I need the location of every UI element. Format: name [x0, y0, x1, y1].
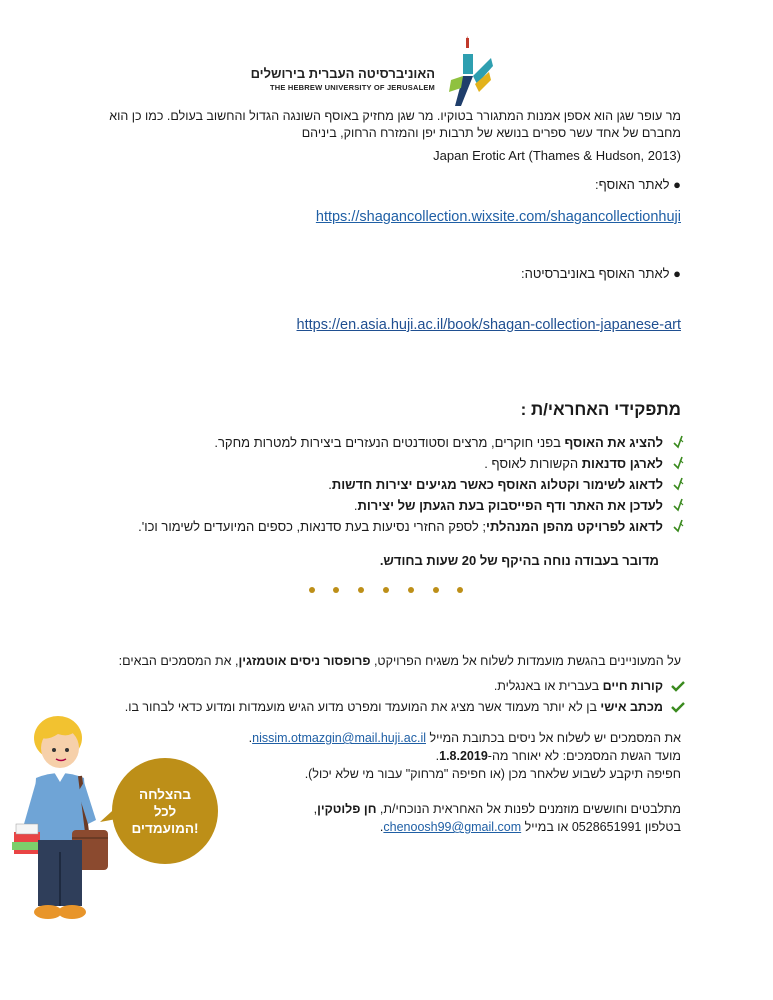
university-logo [250, 36, 495, 108]
deadline-date: 1.8.2019 [439, 749, 488, 763]
list-item [138, 516, 685, 537]
duty-rest: הקשורות לאוסף . [484, 456, 582, 471]
document-rest: בעברית או באנגלית. [493, 679, 603, 693]
university-url-link[interactable]: https://en.asia.huji.ac.il/book/shagan-collection-japanese-art [296, 317, 681, 333]
contact-email-link[interactable]: chenoosh99@gmail.com [383, 820, 522, 834]
intro-line-1: מר עופר שגן הוא אספן אמנות המתגורר בטוקיו. מר שגן מחזיק באוסף השונגה הגדול והחשוב בעולם. כמו כן הוא [109, 109, 681, 123]
period: . [248, 731, 253, 745]
intro-line-2: מחברם של אחד עשר ספרים בנושא של תרבות יפן והמזרח הרחוק, ביניהם [301, 126, 681, 140]
duty-rest: ; לספק החזרי נסיעות בעת סדנאות, כספים המיועדים לשימור וכו'. [138, 519, 487, 534]
phone-line [380, 820, 681, 834]
duty-bold: לעדכן את האתר ודף הפייסבוק בעת הגעתן של יצירות [357, 498, 663, 513]
document-bold: מכתב אישי [600, 700, 663, 714]
document-rest: בן לא יותר מעמוד אשר מציג את המועמד ומפרט מדוע הגיש מועמדות ומדוע כדאי לבחור בו. [124, 700, 601, 714]
bubble-line-3: המועמדים! [131, 820, 199, 836]
checkmark-icon [671, 498, 685, 512]
collection-label-text: לאתר האוסף: [595, 177, 670, 192]
bullet-icon: ● [673, 266, 681, 281]
send-text: את המסמכים יש לשלוח אל ניסים בכתובת המייל [426, 731, 681, 745]
logo-english-text: THE HEBREW UNIVERSITY OF JERUSALEM [269, 83, 435, 92]
university-label-text: לאתר האוסף באוניברסיטה: [520, 266, 670, 281]
documents-list [125, 676, 685, 718]
apply-intro-end: , את המסמכים הבאים: [118, 654, 239, 668]
list-item [138, 453, 685, 474]
list-item [138, 495, 685, 516]
supervisor-name: פרופסור ניסים אוטמזגין [238, 654, 371, 668]
deadline-text: מועד הגשת המסמכים: לא יאוחר מה- [487, 749, 681, 763]
duty-rest: . [353, 498, 358, 513]
bubble-line-1: בהצלחה [138, 786, 191, 802]
bubble-line-2: לכל [153, 803, 177, 819]
good-luck-bubble [112, 758, 218, 864]
bullet-icon: ● [673, 177, 681, 192]
checkmark-icon [671, 519, 685, 533]
collection-url-row [316, 209, 681, 225]
period: . [435, 749, 440, 763]
duty-bold: לארגן סדנאות [581, 456, 663, 471]
workload-note: מדובר בעבודה נוחה בהיקף של 20 שעות בחודש. [379, 553, 659, 568]
student-illustration [10, 712, 122, 930]
questions-line [314, 802, 681, 816]
apply-intro-start: על המעוניינים בהגשת מועמדות לשלוח אל משגיח הפרויקט, [370, 654, 681, 668]
duty-rest: . [328, 477, 332, 492]
checkmark-icon [671, 701, 685, 713]
collection-site-label [595, 177, 681, 192]
deadline-line [436, 749, 681, 763]
document-bold: קורות חיים [602, 679, 663, 693]
university-url-row [297, 317, 681, 333]
duties-list [138, 432, 685, 537]
overlap-line: חפיפה תיקבע לשבוע שלאחר מכן (או חפיפה "מרחוק" עבור מי שלא יכול). [304, 767, 681, 781]
phone-text: בטלפון 0528651991 או במייל [521, 820, 681, 834]
list-item [125, 676, 685, 697]
supervisor-email-link[interactable]: nissim.otmazgin@mail.huji.ac.il [252, 731, 426, 745]
university-emblem-icon [445, 36, 495, 108]
list-item [138, 432, 685, 453]
list-item [125, 697, 685, 718]
checkmark-icon [671, 680, 685, 692]
logo-hebrew-text: האוניברסיטה העברית בירושלים [250, 66, 435, 81]
collection-url-link[interactable]: https://shagancollection.wixsite.com/shagancollectionhuji [315, 209, 681, 225]
duty-rest: בפני חוקרים, מרצים וסטודנטים הנעזרים ביצירות למטרות מחקר. [214, 435, 565, 450]
university-site-label [521, 266, 681, 281]
comma: , [313, 802, 318, 816]
book-title: Japan Erotic Art (Thames & Hudson, 2013) [433, 148, 681, 163]
dotted-divider [305, 584, 475, 596]
checkmark-icon [671, 435, 685, 449]
duty-bold: לדאוג לשימור וקטלוג האוסף כאשר מגיעים יצירות חדשות [331, 477, 663, 492]
duty-bold: להציג את האוסף [564, 435, 663, 450]
checkmark-icon [671, 477, 685, 491]
questions-text: מתלבטים וחוששים מוזמנים לפנות אל האחראית הנוכחי/ת, [376, 802, 681, 816]
period: . [379, 820, 384, 834]
checkmark-icon [671, 456, 685, 470]
contact-name: חן פלוטקין [317, 802, 377, 816]
send-email-line [249, 731, 681, 745]
intro-paragraph [101, 108, 681, 142]
application-intro [119, 654, 681, 668]
duty-bold: לדאוג לפרויקט מהפן המנהלתי [486, 519, 663, 534]
duties-title: מתפקידי האחראי/ת : [520, 400, 681, 419]
list-item [138, 474, 685, 495]
